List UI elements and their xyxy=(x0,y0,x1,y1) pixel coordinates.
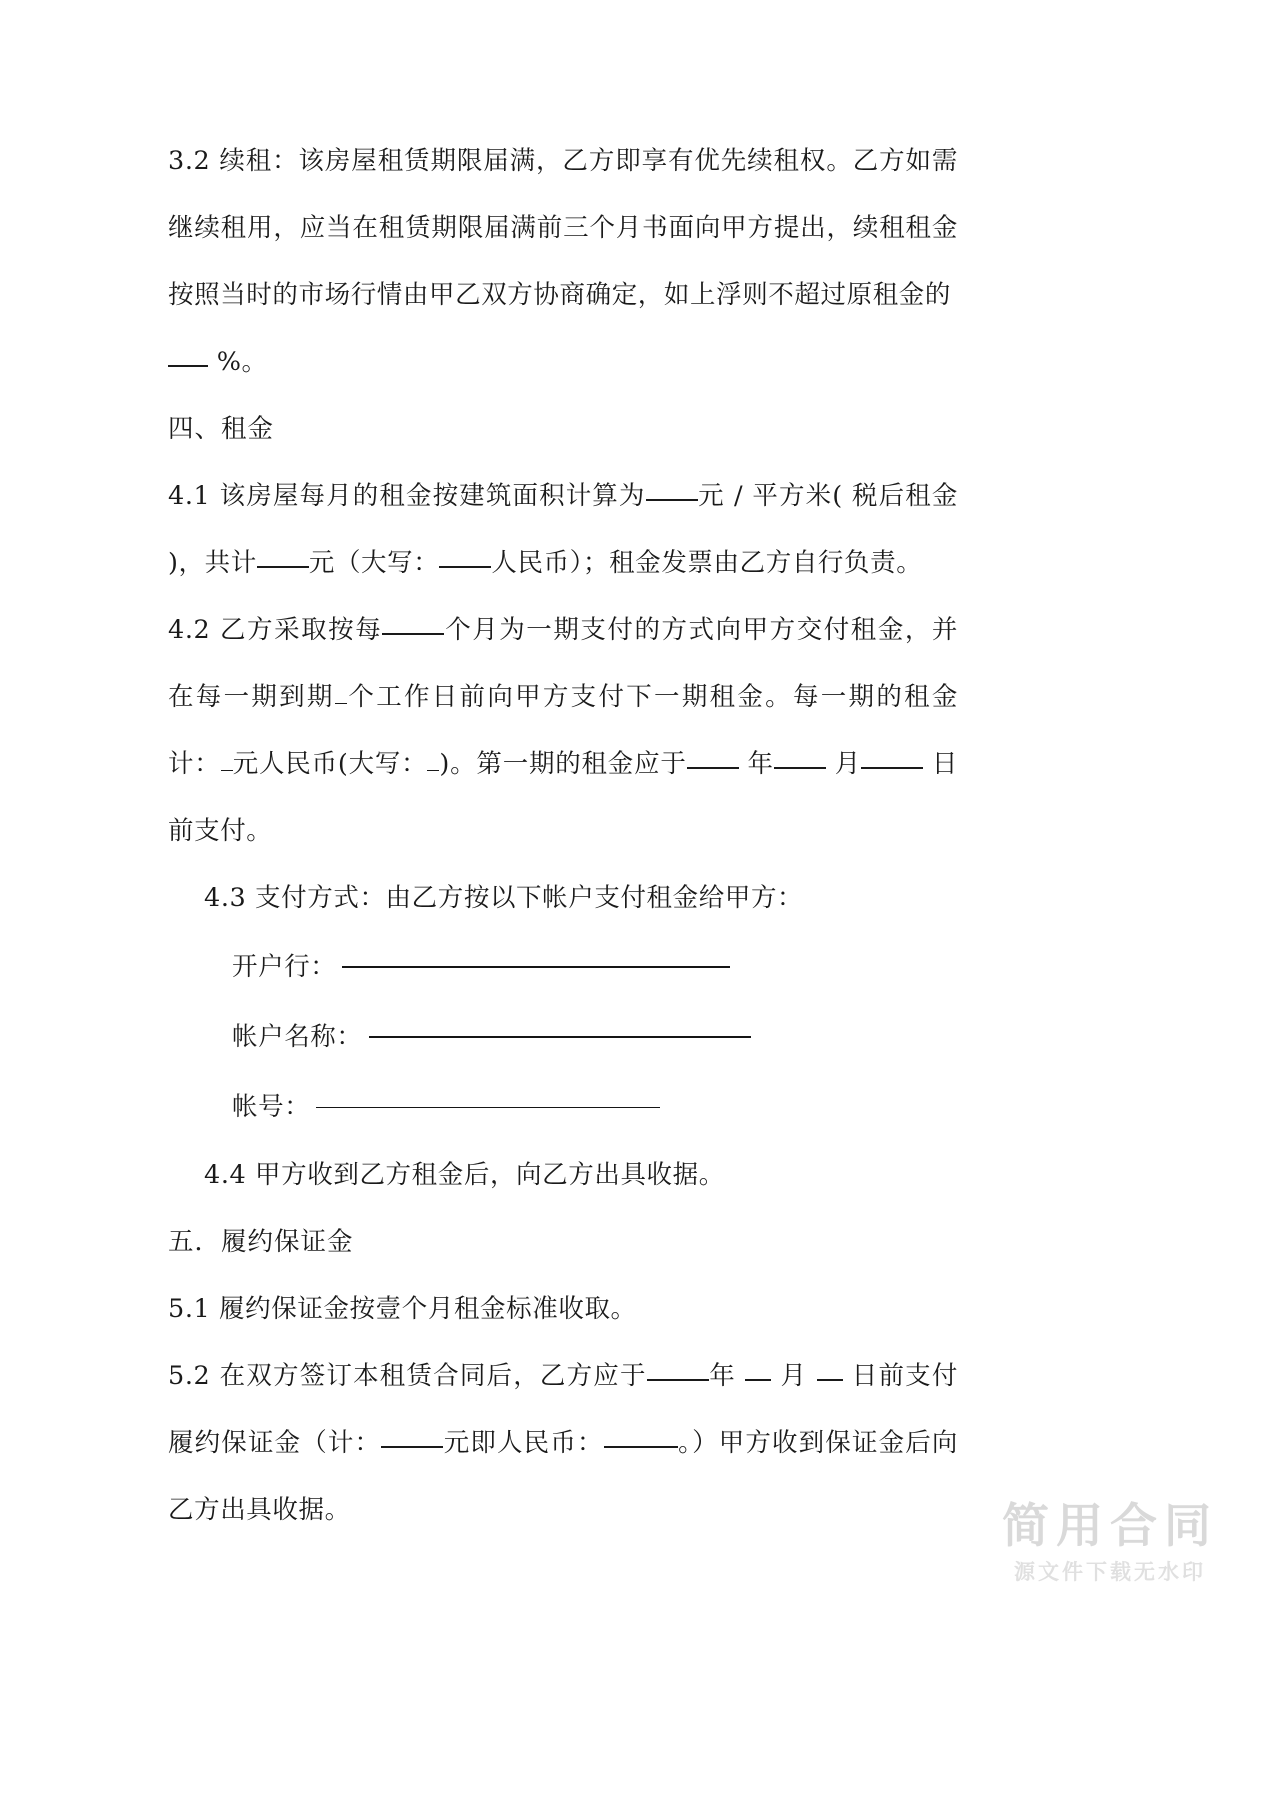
paragraph-4-2-text-a: 4.2 乙方采取按每 xyxy=(168,615,383,645)
field-bank-name-label: 开户行： xyxy=(232,952,337,982)
paragraph-5-2-text-f: 。）甲方收到保证金后向乙方出具收据。 xyxy=(168,1428,958,1525)
fill-blank[interactable] xyxy=(647,1379,709,1381)
fill-blank[interactable] xyxy=(427,770,439,771)
fill-blank[interactable] xyxy=(335,703,347,704)
fill-blank[interactable] xyxy=(745,1379,771,1381)
paragraph-4-2-text-e: )。第一期的租金应于 xyxy=(439,749,687,779)
fill-blank[interactable] xyxy=(861,767,923,769)
fill-blank[interactable] xyxy=(646,499,698,501)
paragraph-5-1 xyxy=(168,1276,958,1343)
field-account-number-input[interactable] xyxy=(316,1107,660,1108)
paragraph-4-3 xyxy=(168,865,958,932)
fill-blank[interactable] xyxy=(257,566,309,568)
field-bank-name-input[interactable] xyxy=(342,966,730,968)
paragraph-5-1-text: 5.1 履约保证金按壹个月租金标准收取。 xyxy=(168,1294,637,1324)
paragraph-5-2-text-d: 日前支付履约保证金（计： xyxy=(168,1361,958,1458)
paragraph-5-2-text-c: 月 xyxy=(780,1361,808,1391)
paragraph-3-2-text: 3.2 续租：该房屋租赁期限届满，乙方即享有优先续租权。乙方如需继续租用，应当在租赁期限届满前三个月书面向甲方提出，续租租金按照当时的市场行情由甲乙双方协商确定，如上浮则不超过原租金的 xyxy=(168,146,958,310)
watermark xyxy=(1002,1498,1218,1588)
fill-blank[interactable] xyxy=(168,365,208,367)
paragraph-3-2 xyxy=(168,128,958,329)
watermark-brand: 简用合同 xyxy=(1002,1498,1218,1554)
paragraph-4-2-text-f: 年 xyxy=(747,749,774,779)
fill-blank[interactable] xyxy=(687,767,739,769)
paragraph-4-2-text-h: 日前支付。 xyxy=(168,749,958,846)
field-account-name-label: 帐户名称： xyxy=(232,1022,363,1052)
watermark-tagline: 源文件下载无水印 xyxy=(1014,1559,1206,1584)
paragraph-4-2-text-c: 个工作日前向甲方支付下一期租金。每一期的租金计： xyxy=(168,682,958,779)
paragraph-3-2-continuation xyxy=(168,329,958,396)
document-body xyxy=(168,128,958,1544)
paragraph-4-3-text: 4.3 支付方式：由乙方按以下帐户支付租金给甲方： xyxy=(204,883,804,913)
paragraph-4-4-text: 4.4 甲方收到乙方租金后，向乙方出具收据。 xyxy=(204,1160,725,1190)
paragraph-4-1-text-a: 4.1 该房屋每月的租金按建筑面积计算为 xyxy=(168,481,646,511)
fill-blank[interactable] xyxy=(381,1446,443,1448)
fill-blank[interactable] xyxy=(817,1379,843,1381)
paragraph-5-2 xyxy=(168,1343,958,1544)
paragraph-4-2-text-d: 元人民币(大写： xyxy=(232,749,428,779)
paragraph-3-2-tail-text: %。 xyxy=(216,347,268,377)
field-account-number-label: 帐号： xyxy=(232,1092,311,1122)
section-heading-4-text: 四、租金 xyxy=(168,414,275,444)
field-account-name-input[interactable] xyxy=(369,1036,751,1038)
field-account-number xyxy=(168,1072,958,1142)
section-heading-4 xyxy=(168,396,958,463)
paragraph-4-2-text-b: 个月为一期支付的方式向甲方交付租金，并在每一期到期 xyxy=(168,615,958,712)
paragraph-5-2-text-b: 年 xyxy=(708,1361,736,1391)
paragraph-5-2-text-e: 元即人民币： xyxy=(443,1428,604,1458)
fill-blank[interactable] xyxy=(382,633,444,635)
paragraph-4-1 xyxy=(168,463,958,597)
fill-blank[interactable] xyxy=(439,566,491,568)
paragraph-4-2-text-g: 月 xyxy=(834,749,861,779)
paragraph-4-4 xyxy=(168,1142,958,1209)
section-heading-5-text: 五．履约保证金 xyxy=(168,1227,354,1257)
paragraph-5-2-text-a: 5.2 在双方签订本租赁合同后，乙方应于 xyxy=(168,1361,647,1391)
paragraph-4-1-text-b: 元 / 平方米( 税后租金 )，共计 xyxy=(168,481,958,578)
fill-blank[interactable] xyxy=(604,1446,678,1448)
field-bank-name xyxy=(168,932,958,1002)
field-account-name xyxy=(168,1002,958,1072)
section-heading-5 xyxy=(168,1209,958,1276)
paragraph-4-1-text-d: 人民币）；租金发票由乙方自行负责。 xyxy=(491,548,923,578)
paragraph-4-1-text-c: 元（大写： xyxy=(308,548,440,578)
fill-blank[interactable] xyxy=(774,767,826,769)
paragraph-4-2 xyxy=(168,597,958,865)
fill-blank[interactable] xyxy=(221,770,233,771)
